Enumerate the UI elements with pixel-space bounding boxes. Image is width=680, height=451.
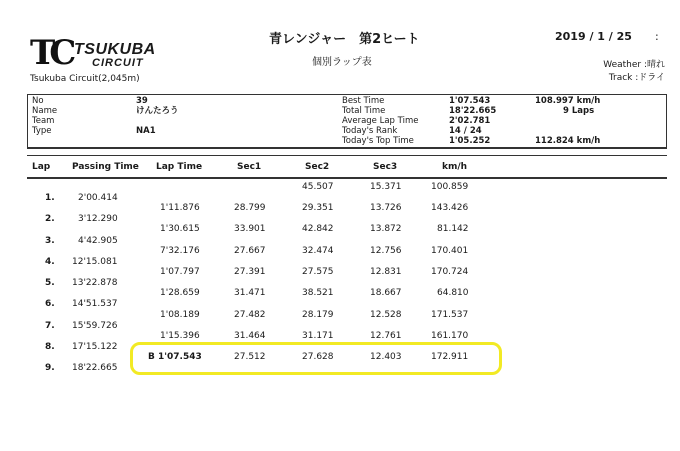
best-lap-time-value: B 1'07.543 [148, 352, 202, 362]
info-label-best-time: Best Time [342, 96, 385, 106]
col-sec3: Sec3 [373, 162, 398, 172]
col-kmh: km/h [442, 162, 468, 172]
lap-time-value: 1'15.396 [160, 331, 200, 341]
sec1-value: 33.901 [234, 224, 266, 234]
speed-value: 143.426 [431, 203, 469, 213]
track-condition: Track :ドライ [608, 73, 665, 83]
sec2-value: 45.507 [302, 182, 334, 192]
info-value-best-time: 1'07.543 [449, 96, 491, 106]
info-top-speed: 112.824 km/h [535, 136, 601, 146]
info-value-total-time: 18'22.665 [449, 106, 497, 116]
passing-time: 14'51.537 [72, 299, 118, 309]
info-label-no: No [32, 96, 44, 106]
info-label-average-lap: Average Lap Time [342, 116, 419, 126]
passing-time: 4'42.905 [78, 236, 118, 246]
sec3-value: 13.726 [370, 203, 402, 213]
lap-number: 6. [45, 299, 55, 309]
info-label-name: Name [32, 106, 58, 116]
lap-time-value: 1'28.659 [160, 288, 200, 298]
report-date: 2019 / 1 / 25 [555, 30, 632, 43]
logo-line1: TSUKUBA [74, 41, 156, 58]
info-value-type: NA1 [136, 126, 156, 136]
passing-time: 18'22.665 [72, 363, 118, 373]
sec2-value: 28.179 [302, 310, 334, 320]
sec1-value: 27.391 [234, 267, 266, 277]
info-label-rank: Today's Rank [342, 126, 398, 136]
passing-time: 2'00.414 [78, 193, 118, 203]
sec2-value: 42.842 [302, 224, 334, 234]
sec1-value: 28.799 [234, 203, 266, 213]
circuit-name: Tsukuba Circuit(2,045m) [30, 74, 140, 84]
sec2-value: 27.628 [302, 352, 334, 362]
sec2-value: 38.521 [302, 288, 334, 298]
info-label-type: Type [32, 126, 52, 136]
info-value-rank: 14 / 24 [449, 126, 482, 136]
sec1-value: 27.482 [234, 310, 266, 320]
sec1-value: 31.464 [234, 331, 266, 341]
sec1-value: 27.667 [234, 246, 266, 256]
table-top-rule [27, 155, 667, 156]
weather: Weather :晴れ [603, 60, 665, 70]
sec1-value: 31.471 [234, 288, 266, 298]
passing-time: 15'59.726 [72, 321, 118, 331]
sec2-value: 32.474 [302, 246, 334, 256]
date-colon: : [655, 30, 659, 43]
info-label-total-time: Total Time [342, 106, 386, 116]
sec3-value: 15.371 [370, 182, 402, 192]
page-subtitle: 個別ラップ表 [312, 57, 372, 68]
col-passing-time: Passing Time [72, 162, 139, 172]
info-label-team: Team [32, 116, 55, 126]
table-header-rule [27, 177, 667, 179]
sec2-value: 29.351 [302, 203, 334, 213]
sec3-value: 12.756 [370, 246, 402, 256]
passing-time: 12'15.081 [72, 257, 118, 267]
info-value-top-time: 1'05.252 [449, 136, 491, 146]
logo-line2: CIRCUIT [92, 57, 144, 69]
lap-number: 2. [45, 214, 55, 224]
lap-time-value: 1'07.797 [160, 267, 200, 277]
tsukuba-circuit-logo [30, 33, 180, 73]
logo-mark: TC [30, 33, 71, 73]
speed-value: 81.142 [437, 224, 469, 234]
sec3-value: 12.528 [370, 310, 402, 320]
speed-value: 172.911 [431, 352, 469, 362]
lap-number: 3. [45, 236, 55, 246]
speed-value: 161.170 [431, 331, 469, 341]
sec3-value: 12.403 [370, 352, 402, 362]
sec1-value: 27.512 [234, 352, 266, 362]
lap-time-value: 1'30.615 [160, 224, 200, 234]
best-lap-highlight [130, 342, 502, 375]
passing-time: 3'12.290 [78, 214, 118, 224]
col-sec2: Sec2 [305, 162, 330, 172]
lap-number: 9. [45, 363, 55, 373]
info-value-name: けんたろう [136, 106, 179, 116]
col-lap: Lap [32, 162, 51, 172]
sec3-value: 18.667 [370, 288, 402, 298]
lap-time-value: 1'08.189 [160, 310, 200, 320]
info-label-top-time: Today's Top Time [342, 136, 414, 146]
speed-value: 170.724 [431, 267, 469, 277]
speed-value: 170.401 [431, 246, 469, 256]
info-value-no: 39 [136, 96, 148, 106]
passing-time: 13'22.878 [72, 278, 118, 288]
page-title: 青レンジャー 第2ヒート [269, 32, 420, 47]
col-lap-time: Lap Time [156, 162, 203, 172]
lap-time-value: 1'11.876 [160, 203, 200, 213]
lap-number: 1. [45, 193, 55, 203]
sec3-value: 12.831 [370, 267, 402, 277]
sec3-value: 12.761 [370, 331, 402, 341]
speed-value: 64.810 [437, 288, 469, 298]
lap-number: 7. [45, 321, 55, 331]
sec2-value: 27.575 [302, 267, 334, 277]
lap-time-value: 7'32.176 [160, 246, 200, 256]
lap-number: 8. [45, 342, 55, 352]
col-sec1: Sec1 [237, 162, 262, 172]
info-value-average-lap: 2'02.781 [449, 116, 491, 126]
speed-value: 171.537 [431, 310, 469, 320]
passing-time: 17'15.122 [72, 342, 118, 352]
lap-number: 4. [45, 257, 55, 267]
info-best-speed: 108.997 km/h [535, 96, 601, 106]
lap-number: 5. [45, 278, 55, 288]
speed-value: 100.859 [431, 182, 469, 192]
info-lap-count: 9 Laps [563, 106, 595, 116]
sec2-value: 31.171 [302, 331, 334, 341]
sec3-value: 13.872 [370, 224, 402, 234]
